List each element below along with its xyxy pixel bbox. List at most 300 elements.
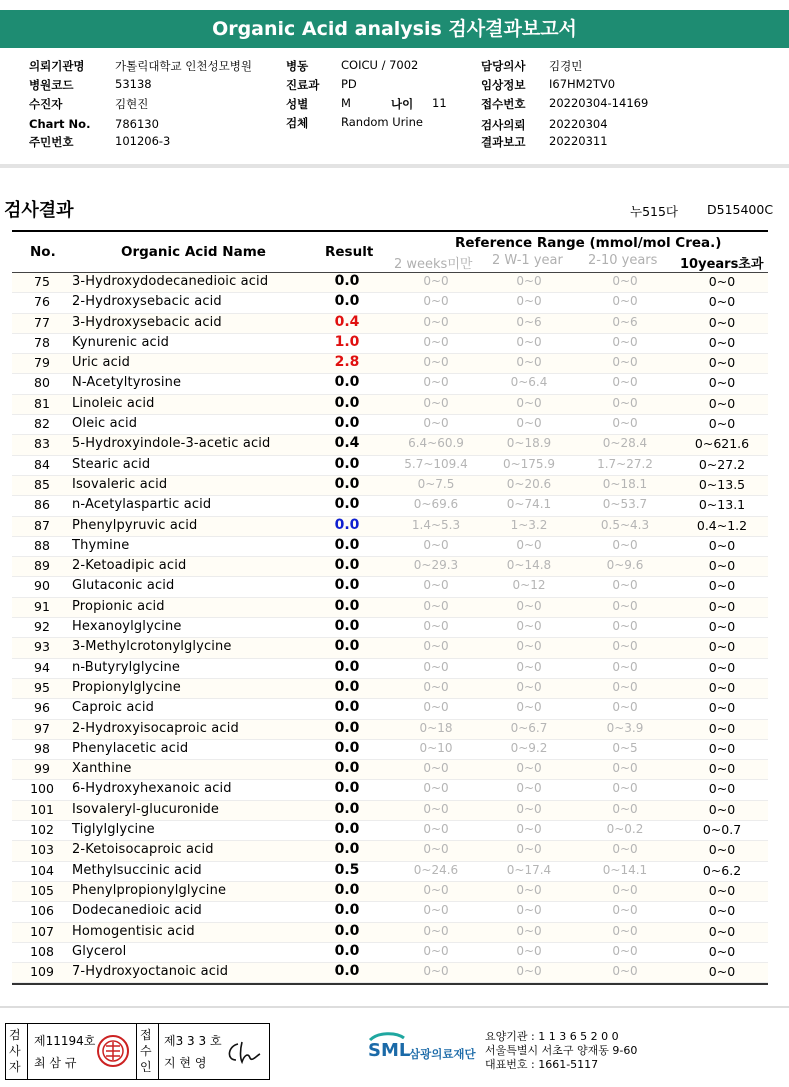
ref-range: 0.5~4.3 <box>600 517 650 532</box>
result-value: 0.0 <box>334 394 360 411</box>
ref-range: 0~17.4 <box>506 862 552 877</box>
ref-range: 0~0 <box>423 659 449 674</box>
ref-range: 0~0 <box>423 781 449 796</box>
row-number: 95 <box>34 679 50 695</box>
ref-range: 0~0 <box>423 578 449 593</box>
row-number: 88 <box>34 537 50 553</box>
row-number: 99 <box>34 761 50 777</box>
row-number: 89 <box>34 558 50 574</box>
patient-info <box>0 52 789 168</box>
footer-line: 서울특별시 서초구 양재동 9-60 <box>485 1044 638 1057</box>
ref-range: 0~0 <box>708 639 736 655</box>
info-label: 임상정보 <box>481 78 526 92</box>
table-row <box>12 659 768 679</box>
result-value: 0.0 <box>334 273 360 289</box>
divider <box>27 1024 28 1079</box>
info-label: 결과보고 <box>481 135 526 149</box>
acid-name: 2-Hydroxysebacic acid <box>72 294 222 310</box>
table-row <box>12 334 768 354</box>
ref-range: 0~6.7 <box>510 720 548 735</box>
ref-range: 0~0 <box>612 943 638 958</box>
ref-range: 0~0 <box>708 537 736 553</box>
ref-range: 0~0 <box>708 395 736 411</box>
ref-range: 0~0 <box>612 578 638 593</box>
ref-range: 0~0 <box>516 598 542 613</box>
ref-range: 0~0.7 <box>702 822 742 838</box>
info-value: 20220304 <box>549 117 608 131</box>
examiner-seal <box>96 1034 130 1071</box>
examiner-label: 검사자 <box>9 1028 21 1074</box>
result-value: 0.0 <box>334 963 360 980</box>
ref-range: 0~0 <box>708 578 736 594</box>
result-value: 0.5 <box>334 861 360 878</box>
acid-name: Caproic acid <box>72 700 154 716</box>
result-value: 0.4 <box>334 435 360 452</box>
test-code: D515400C <box>707 202 774 217</box>
ref-range: 0~0 <box>516 355 542 370</box>
info-label: 병원코드 <box>29 78 74 92</box>
ref-range: 0~3.9 <box>606 720 644 735</box>
info-value: 김경민 <box>549 59 583 73</box>
table-header <box>12 232 768 273</box>
header-no: No. <box>30 244 56 260</box>
ref-range: 0~28.4 <box>602 436 648 451</box>
ref-range: 0~0 <box>708 558 736 574</box>
table-row <box>12 577 768 597</box>
signature-icon <box>224 1038 264 1066</box>
ref-range: 0~18.9 <box>506 436 552 451</box>
examiner-license: 제11194호 <box>34 1034 96 1048</box>
ref-range: 0~0 <box>708 903 736 919</box>
ref-range: 0~0 <box>423 842 449 857</box>
header-reference: Reference Range (mmol/mol Crea.) <box>455 235 722 251</box>
row-number: 103 <box>30 842 54 858</box>
info-value: 53138 <box>115 77 152 91</box>
header-ref-col: 2-10 years <box>588 253 658 268</box>
receiver-label: 접수인 <box>140 1028 152 1074</box>
acid-name: Isovaleryl-glucuronide <box>72 801 220 817</box>
row-number: 81 <box>34 395 50 411</box>
row-number: 101 <box>30 801 54 817</box>
receiver-name: 지 현 영 <box>164 1056 207 1070</box>
ref-range: 0~14.8 <box>506 558 552 573</box>
ref-range: 1.4~5.3 <box>411 517 461 532</box>
ref-range: 0~0 <box>423 822 449 837</box>
ref-range: 0~0 <box>612 416 638 431</box>
result-value: 0.0 <box>334 516 360 533</box>
org-name: 삼광의료재단 <box>409 1047 476 1061</box>
ref-range: 0~0 <box>612 761 638 776</box>
ref-range: 0~0 <box>708 294 736 310</box>
row-number: 76 <box>34 294 50 310</box>
divider <box>136 1024 137 1079</box>
result-value: 0.0 <box>334 496 360 513</box>
info-value: PD <box>341 77 357 91</box>
info-value: I67HM2TV0 <box>549 77 616 91</box>
ref-range: 0~0 <box>423 416 449 431</box>
result-value: 0.0 <box>334 678 360 695</box>
info-label: 주민번호 <box>29 135 74 149</box>
ref-range: 0~175.9 <box>502 456 556 471</box>
ref-range: 0~0 <box>612 274 638 288</box>
table-row <box>12 557 768 577</box>
table-row <box>12 679 768 699</box>
table-row <box>12 374 768 394</box>
ref-range: 0~6.4 <box>510 375 548 390</box>
result-value: 0.0 <box>334 902 360 919</box>
report-title: Organic Acid analysis 검사결과보고서 <box>0 10 789 48</box>
acid-name: Uric acid <box>72 355 131 371</box>
row-number: 85 <box>34 476 50 492</box>
ref-range: 0~0 <box>516 395 542 410</box>
acid-name: 2-Ketoisocaproic acid <box>72 842 214 858</box>
ref-range: 0~0 <box>708 334 736 350</box>
info-value: M <box>341 96 351 110</box>
ref-range: 0~29.3 <box>413 558 459 573</box>
ref-range: 0~0 <box>516 700 542 715</box>
result-value: 0.0 <box>334 415 360 432</box>
info-value: 101206-3 <box>115 134 171 148</box>
ref-range: 0~53.7 <box>602 497 648 512</box>
info-label: 의뢰기관명 <box>29 59 85 73</box>
ref-range: 0~0 <box>708 659 736 675</box>
header-ref-col: 2 weeks미만 <box>394 257 473 272</box>
acid-name: Thymine <box>72 537 130 553</box>
table-row <box>12 476 768 496</box>
ref-range: 0~0 <box>708 416 736 432</box>
acid-name: Linoleic acid <box>72 395 155 411</box>
table-row <box>12 963 768 983</box>
row-number: 94 <box>34 659 50 675</box>
result-value: 0.0 <box>334 455 360 472</box>
ref-range: 0~0 <box>423 395 449 410</box>
ref-range: 0~0 <box>423 314 449 329</box>
ref-range: 0~0 <box>708 314 736 330</box>
ref-range: 0~0 <box>612 659 638 674</box>
row-number: 106 <box>30 903 54 919</box>
row-number: 90 <box>34 578 50 594</box>
row-number: 96 <box>34 700 50 716</box>
ref-range: 0~0 <box>516 537 542 552</box>
row-number: 86 <box>34 497 50 513</box>
ref-range: 0~20.6 <box>506 476 552 491</box>
table-row <box>12 821 768 841</box>
ref-range: 0~0 <box>423 334 449 349</box>
acid-name: 5-Hydroxyindole-3-acetic acid <box>72 436 271 452</box>
ref-range: 0~9.2 <box>510 740 548 755</box>
result-value: 0.0 <box>334 739 360 756</box>
row-number: 80 <box>34 375 50 391</box>
ref-range: 0~0 <box>612 334 638 349</box>
divider <box>0 1006 789 1008</box>
ref-range: 0~0 <box>708 781 736 797</box>
row-number: 104 <box>30 862 54 878</box>
row-number: 87 <box>34 517 50 533</box>
info-label: Chart No. <box>29 117 91 131</box>
acid-name: Kynurenic acid <box>72 334 170 350</box>
table-row <box>12 395 768 415</box>
result-value: 0.0 <box>334 841 360 858</box>
acid-name: Hexanoylglycine <box>72 619 182 635</box>
ref-range: 0~0 <box>708 720 736 736</box>
ref-range: 0~0 <box>516 842 542 857</box>
ref-range: 0~0 <box>612 375 638 390</box>
ref-range: 0~18.1 <box>602 476 648 491</box>
age-value: 11 <box>432 96 447 110</box>
info-value: 가톨릭대학교 인천성모병원 <box>115 59 252 73</box>
result-value: 0.0 <box>334 881 360 898</box>
acid-name: 3-Methylcrotonylglycine <box>72 639 232 655</box>
ref-range: 0~10 <box>419 740 453 755</box>
ref-range: 0~0 <box>708 619 736 635</box>
ref-range: 0~0 <box>612 355 638 370</box>
acid-name: Stearic acid <box>72 456 151 472</box>
acid-name: Phenylpyruvic acid <box>72 517 198 533</box>
row-number: 109 <box>30 964 54 980</box>
table-row <box>12 598 768 618</box>
result-value: 0.0 <box>334 699 360 716</box>
info-label: 접수번호 <box>481 97 526 111</box>
row-number: 75 <box>34 274 50 289</box>
info-label: 수진자 <box>29 97 63 111</box>
ref-range: 0~0 <box>708 882 736 898</box>
signature-box <box>5 1023 270 1080</box>
ref-range: 0~0 <box>423 355 449 370</box>
ref-range: 0~0 <box>516 923 542 938</box>
result-value: 0.0 <box>334 942 360 959</box>
ref-range: 0~13.5 <box>698 476 746 492</box>
ref-range: 6.4~60.9 <box>408 436 464 451</box>
acid-name: Propionic acid <box>72 598 165 614</box>
report-code: 누515다 <box>630 204 679 219</box>
row-number: 97 <box>34 720 50 736</box>
footer-line: 요양기관 : 1 1 3 6 5 2 0 0 <box>485 1030 619 1043</box>
header-ref-col: 2 W-1 year <box>492 253 563 268</box>
info-value: Random Urine <box>341 115 423 129</box>
acid-name: n-Acetylaspartic acid <box>72 497 212 513</box>
table-row <box>12 314 768 334</box>
ref-range: 0~0 <box>612 903 638 918</box>
acid-name: Homogentisic acid <box>72 923 195 939</box>
ref-range: 0~0 <box>708 842 736 858</box>
ref-range: 0~0 <box>423 903 449 918</box>
ref-range: 0~0 <box>612 923 638 938</box>
info-value: COICU / 7002 <box>341 58 419 72</box>
table-row <box>12 760 768 780</box>
logo-text: SML <box>368 1040 411 1061</box>
row-number: 105 <box>30 882 54 898</box>
row-number: 79 <box>34 355 50 371</box>
info-value: 20220311 <box>549 134 608 148</box>
ref-range: 0~0 <box>612 964 638 979</box>
ref-range: 0~0 <box>516 822 542 837</box>
ref-range: 0.4~1.2 <box>696 517 748 533</box>
ref-range: 0~0 <box>423 943 449 958</box>
ref-range: 0~0 <box>708 740 736 756</box>
ref-range: 0~0 <box>423 639 449 654</box>
table-row <box>12 273 768 293</box>
ref-range: 0~0 <box>612 395 638 410</box>
ref-range: 0~0 <box>708 274 736 289</box>
ref-range: 0~0 <box>612 842 638 857</box>
ref-range: 0~0 <box>708 679 736 695</box>
ref-range: 0~6 <box>516 314 542 329</box>
info-value: 786130 <box>115 117 159 131</box>
row-number: 107 <box>30 923 54 939</box>
ref-range: 0~0 <box>516 801 542 816</box>
table-row <box>12 618 768 638</box>
acid-name: Dodecanedioic acid <box>72 903 202 919</box>
ref-range: 0~0 <box>516 943 542 958</box>
table-row <box>12 882 768 902</box>
info-value: 20220304-14169 <box>549 96 649 110</box>
ref-range: 0~0 <box>423 274 449 288</box>
ref-range: 0~9.6 <box>606 558 644 573</box>
row-number: 93 <box>34 639 50 655</box>
result-value: 0.0 <box>334 760 360 777</box>
acid-name: 3-Hydroxydodecanedioic acid <box>72 274 269 289</box>
ref-range: 0~14.1 <box>602 862 648 877</box>
table-row <box>12 801 768 821</box>
result-value: 0.0 <box>334 719 360 736</box>
ref-range: 0~0 <box>423 294 449 309</box>
acid-name: 2-Ketoadipic acid <box>72 558 187 574</box>
ref-range: 0~621.6 <box>694 436 750 452</box>
ref-range: 0~0 <box>423 375 449 390</box>
row-number: 91 <box>34 598 50 614</box>
result-value: 0.0 <box>334 597 360 614</box>
ref-range: 0~69.6 <box>413 497 459 512</box>
ref-range: 0~0 <box>516 761 542 776</box>
ref-range: 0~6.2 <box>702 862 742 878</box>
result-value: 0.4 <box>334 313 360 330</box>
row-number: 77 <box>34 314 50 330</box>
divider <box>158 1024 159 1079</box>
table-row <box>12 862 768 882</box>
acid-name: 7-Hydroxyoctanoic acid <box>72 964 229 980</box>
footer-contact <box>485 1030 637 1072</box>
ref-range: 0~0 <box>612 598 638 613</box>
table-row <box>12 293 768 313</box>
header-result: Result <box>325 244 374 260</box>
ref-range: 0~0 <box>708 923 736 939</box>
table-body <box>12 273 768 983</box>
seal-icon <box>96 1034 130 1068</box>
ref-range: 0~0 <box>423 679 449 694</box>
result-value: 0.0 <box>334 780 360 797</box>
ref-range: 0~0 <box>516 334 542 349</box>
table-row <box>12 638 768 658</box>
ref-range: 0~0 <box>423 598 449 613</box>
row-number: 102 <box>30 822 54 838</box>
ref-range: 0~0 <box>516 416 542 431</box>
row-number: 98 <box>34 740 50 756</box>
acid-name: 3-Hydroxysebacic acid <box>72 314 222 330</box>
table-row <box>12 496 768 516</box>
row-number: 83 <box>34 436 50 452</box>
ref-range: 0~0 <box>612 882 638 897</box>
ref-range: 0~5 <box>612 740 638 755</box>
ref-range: 0~0 <box>708 761 736 777</box>
ref-range: 0~0 <box>516 964 542 979</box>
table-row <box>12 902 768 922</box>
examiner-name: 최 삼 규 <box>34 1056 77 1070</box>
row-number: 82 <box>34 416 50 432</box>
result-value: 0.0 <box>334 374 360 391</box>
result-value: 0.0 <box>334 800 360 817</box>
result-value: 0.0 <box>334 577 360 594</box>
info-label: 검사의뢰 <box>481 118 526 132</box>
table-row <box>12 537 768 557</box>
result-value: 0.0 <box>334 557 360 574</box>
result-value: 0.0 <box>334 536 360 553</box>
ref-range: 0~0 <box>612 294 638 309</box>
info-label: 담당의사 <box>481 59 526 73</box>
ref-range: 0~0.2 <box>606 822 644 837</box>
result-value: 0.0 <box>334 638 360 655</box>
result-value: 0.0 <box>334 821 360 838</box>
info-label: 검체 <box>286 116 309 130</box>
receiver-license: 제3 3 3 호 <box>164 1034 222 1048</box>
acid-name: Glutaconic acid <box>72 578 175 594</box>
acid-name: Phenylacetic acid <box>72 740 189 756</box>
ref-range: 0~0 <box>423 537 449 552</box>
ref-range: 0~13.1 <box>698 497 746 513</box>
result-value: 0.0 <box>334 658 360 675</box>
ref-range: 0~0 <box>423 700 449 715</box>
ref-range: 0~0 <box>708 943 736 959</box>
table-row <box>12 435 768 455</box>
ref-range: 0~0 <box>612 639 638 654</box>
ref-range: 0~0 <box>516 659 542 674</box>
ref-range: 0~7.5 <box>417 476 455 491</box>
acid-name: N-Acetyltyrosine <box>72 375 182 391</box>
ref-range: 0~0 <box>516 274 542 288</box>
row-number: 100 <box>30 781 54 797</box>
ref-range: 0~0 <box>708 355 736 371</box>
signature-mark <box>224 1038 264 1069</box>
info-value: 김현진 <box>115 97 149 111</box>
ref-range: 0~18 <box>419 720 453 735</box>
ref-range: 0~0 <box>423 619 449 634</box>
ref-range: 1.7~27.2 <box>597 456 653 471</box>
acid-name: Methylsuccinic acid <box>72 862 202 878</box>
footer-line: 대표번호 : 1661-5117 <box>485 1058 599 1071</box>
table-row <box>12 517 768 537</box>
ref-range: 0~0 <box>708 700 736 716</box>
age-label: 나이 <box>391 97 414 111</box>
row-number: 108 <box>30 943 54 959</box>
result-value: 0.0 <box>334 922 360 939</box>
table-row <box>12 456 768 476</box>
ref-range: 0~0 <box>612 537 638 552</box>
ref-range: 0~0 <box>423 964 449 979</box>
table-row <box>12 354 768 374</box>
row-number: 92 <box>34 619 50 635</box>
section-title: 검사결과 <box>4 200 74 221</box>
table-row <box>12 740 768 760</box>
result-value: 2.8 <box>334 354 360 371</box>
header-ref-col: 10years초과 <box>680 257 764 272</box>
ref-range: 0~0 <box>423 882 449 897</box>
result-value: 0.0 <box>334 293 360 310</box>
acid-name: 6-Hydroxyhexanoic acid <box>72 781 232 797</box>
ref-range: 0~0 <box>423 801 449 816</box>
table-row <box>12 720 768 740</box>
ref-range: 0~0 <box>612 679 638 694</box>
acid-name: n-Butyrylglycine <box>72 659 181 675</box>
ref-range: 5.7~109.4 <box>404 456 468 471</box>
